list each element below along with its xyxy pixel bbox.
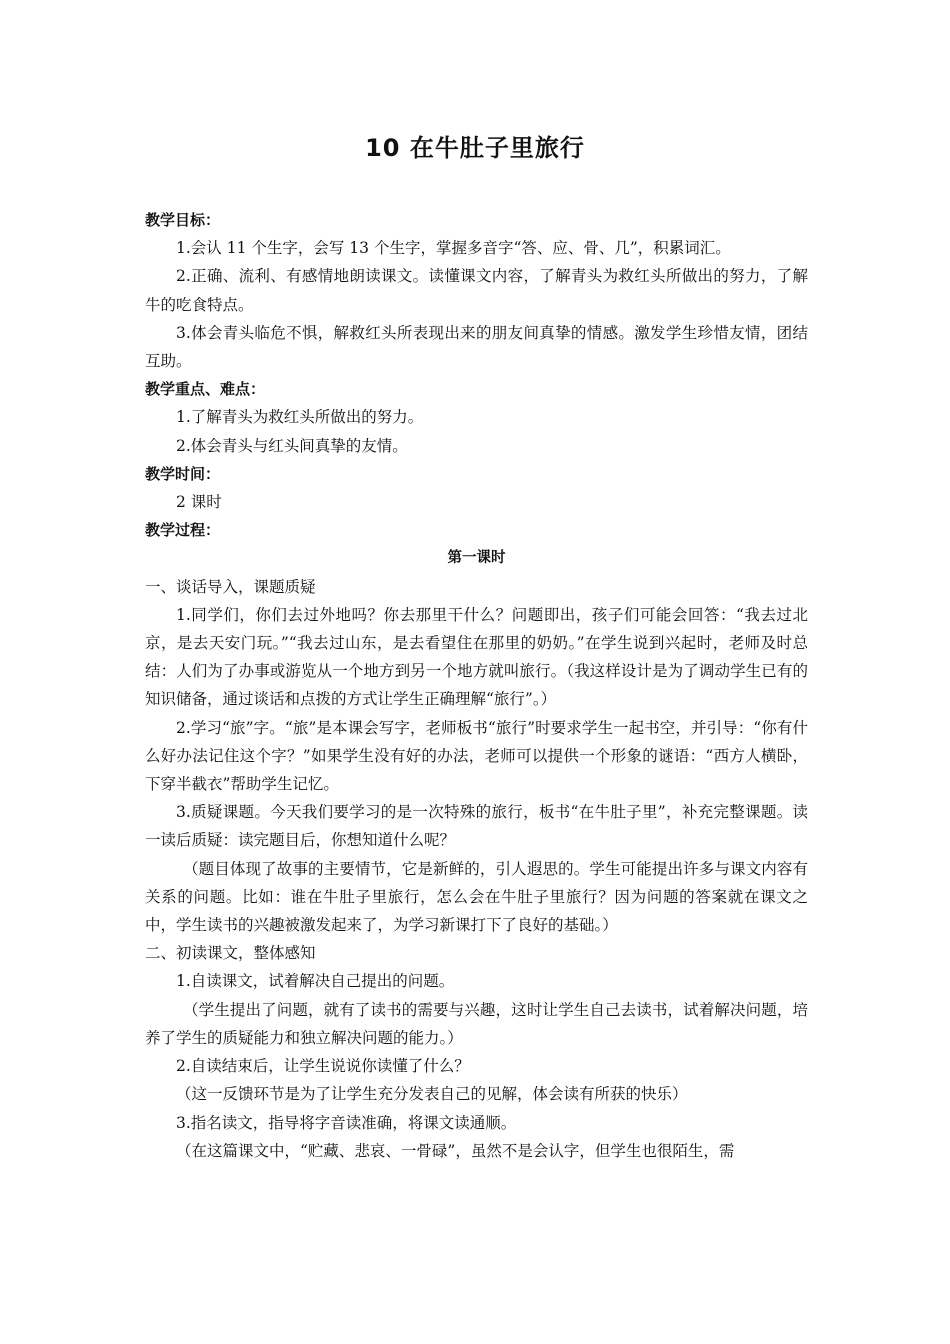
paragraph: 2.自读结束后，让学生说说你读懂了什么？ <box>176 1057 470 1076</box>
process-heading: 教学过程： <box>145 521 221 540</box>
keypoint-item: 2.体会青头与红头间真挚的友情。 <box>176 436 408 455</box>
objective-item: 2.正确、流利、有感情地朗读课文。读懂课文内容，了解青头为救红头所做出的努力，了解牛的吃食特点。 <box>145 267 808 314</box>
objective-item: 1.会认 11 个生字，会写 13 个生字，掌握多音字“答、应、骨、几”，积累词汇。 <box>176 239 731 258</box>
note-paragraph: （学生提出了问题，就有了读书的需要与兴趣，这时让学生自己去读书，试着解决问题，培养了学生的质疑能力和独立解决问题的能力。） <box>145 1000 808 1047</box>
paragraph: 3.质疑课题。今天我们要学习的是一次特殊的旅行，板书“在牛肚子里”，补充完整课题。读一读后质疑：读完题目后，你想知道什么呢？ <box>145 803 808 850</box>
time-value: 2 课时 <box>176 493 222 512</box>
paragraph: 1.同学们，你们去过外地吗？你去那里干什么？问题即出，孩子们可能会回答：“我去过北京，是去天安门玩。”“我去过山东，是去看望住在那里的奶奶。”在学生说到兴起时，老师及时总结：人们为了办事或游览从一个地方到另一个地方就叫旅行。（我这样设计是为了调动学生已有的知识储备，通过谈话和点拨的方式让学生正确理解“旅行”。） <box>145 605 808 709</box>
document-body <box>145 206 808 1165</box>
note-paragraph: （这一反馈环节是为了让学生充分发表自己的见解，体会读有所获的快乐） <box>176 1085 688 1104</box>
lesson-title: 第一课时 <box>447 550 506 567</box>
time-heading: 教学时间： <box>145 464 221 483</box>
paragraph: 1.自读课文，试着解决自己提出的问题。 <box>176 972 455 991</box>
section-title: 一、谈话导入，课题质疑 <box>145 577 316 596</box>
objective-item: 3.体会青头临危不惧，解救红头所表现出来的朋友间真挚的情感。激发学生珍惜友情，团结互助。 <box>145 323 808 371</box>
paragraph: 3.指名读文，指导将字音读准确，将课文读通顺。 <box>176 1113 517 1132</box>
note-paragraph: （在这篇课文中，“贮藏、悲哀、一骨碌”，虽然不是会认字，但学生也很陌生，需 <box>176 1141 735 1160</box>
paragraph: 2.学习“旅”字。“旅”是本课会写字，老师板书“旅行”时要求学生一起书空，并引导：“你有什么好办法记住这个字？”如果学生没有好的办法，老师可以提供一个形象的谜语：“西方人横卧，下穿半截衣”帮助学生记忆。 <box>145 718 808 794</box>
note-paragraph: （题目体现了故事的主要情节，它是新鲜的，引人遐思的。学生可能提出许多与课文内容有关系的问题。比如：谁在牛肚子里旅行，怎么会在牛肚子里旅行？因为问题的答案就在课文之中，学生读书的兴趣被激发起来了，为学习新课打下了良好的基础。） <box>145 859 808 935</box>
keypoint-item: 1.了解青头为救红头所做出的努力。 <box>176 408 424 427</box>
section-title: 二、初读课文，整体感知 <box>145 944 316 963</box>
objectives-heading: 教学目标： <box>145 211 221 229</box>
keypoints-heading: 教学重点、难点： <box>145 380 266 399</box>
page-title: 10 在牛肚子里旅行 <box>365 134 585 162</box>
